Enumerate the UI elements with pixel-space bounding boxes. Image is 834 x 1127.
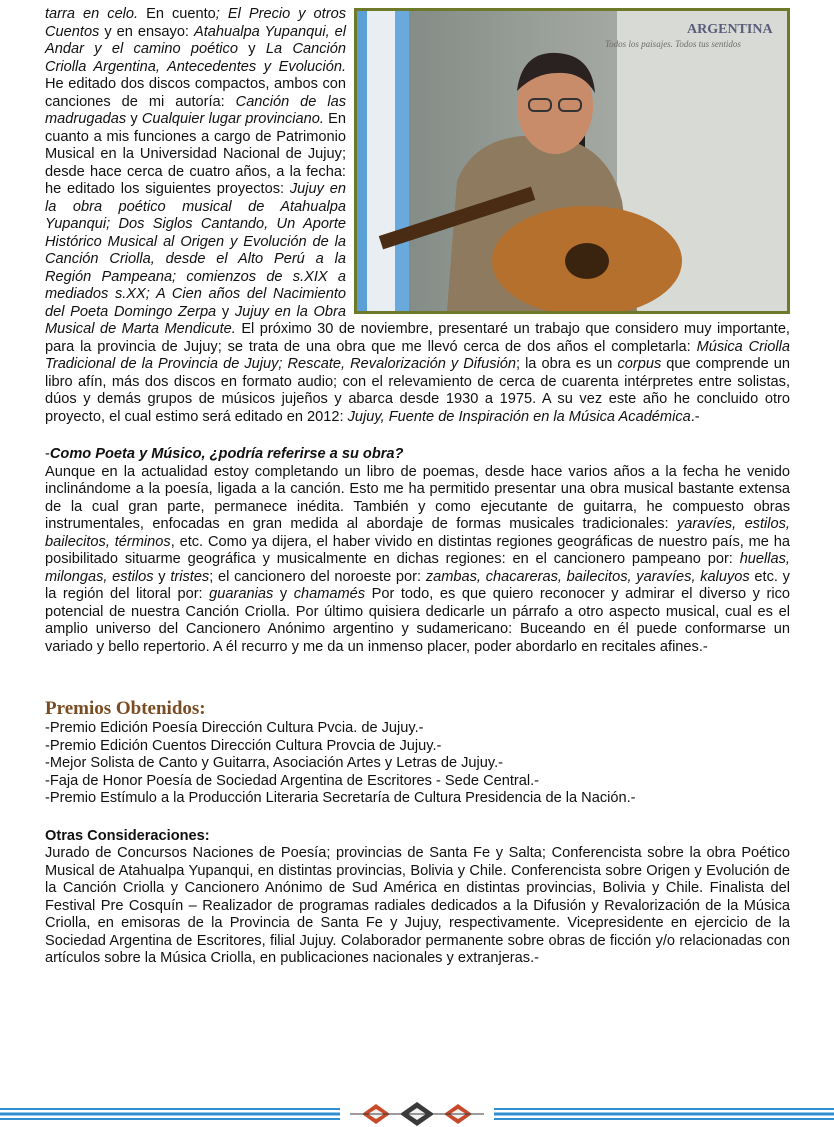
text-run: y [237, 41, 266, 57]
banner-subtext: Todos los paisajes. Todos tus sentidos [605, 39, 741, 49]
italic-run: zambas, chacareras, bailecitos, yaravíes, kaluyos [425, 568, 750, 585]
italic-run: Música Criolla Tradicional de la Provincia de Jujuy; Rescate, Revalorización y Difusión [45, 338, 791, 372]
italic-run: corpus [617, 356, 662, 372]
text-run: y [273, 586, 294, 602]
italic-run: Jujuy en la obra poético musical de Atahualpa Yupanqui; Dos Siglos Cantando, Un Aporte Histórico Musical al Origen y Evolución de la Canción Criolla, desde el Alto Perú a la Región Pampeana; comienzos de s.XIX a mediados s.XX; A Cien años del Nacimiento del Poeta Domingo Zerpa [45, 181, 346, 320]
banner-text: ARGENTINA [687, 22, 773, 37]
musician-photo [354, 8, 790, 314]
italic-run: Cualquier lugar provinciano. [141, 111, 324, 127]
italic-run: huellas, milongas, estilos [45, 551, 790, 585]
premio-item: -Mejor Solista de Canto y Guitarra, Asociación Artes y Letras de Jujuy.- [45, 755, 504, 771]
otras-paragraph: Jurado de Concursos Naciones de Poesía; provincias de Santa Fe y Salta; Conferencista sobre la obra Poético Musical de Atahualpa Yupanqui, en distintas provincias, Bolivia y Chile. Conferencista sobre Origen y Evolución de la Canción Criolla y Cancionero Anónimo de Sud América en distintas provincias, Bolivia y Chile. Finalista del Festival Pre Cosquín – Realizador de programas radiales dedicados a la Difusión y Revalorización de la Música Criolla, en emisoras de la Provincia de Santa Fe y Jujuy, respectivamente. Vicepresidente en ejercicio de la Sociedad Argentina de Escritores, filial Jujuy. Colaborador permanente sobre obras de ficción y/o relacionadas con artículos sobre la Música Criolla, en publicaciones nacionales y extranjeras.- [45, 845, 790, 966]
italic-run: guaranias [209, 586, 274, 602]
text-run: y [126, 111, 142, 127]
text-run: ; la obra es un [515, 356, 618, 372]
text-run: y [153, 568, 171, 585]
question-title: Como Poeta y Músico, ¿podría referirse a su obra? [49, 446, 404, 462]
text-run: Aunque en la actualidad estoy completando un libro de poemas, desde hace varios años a la fecha he venido inclinándome a la poesía, ligada a la canción. Esto me ha permitido presentar una obra musical bastante extensa de la cual gran parte, permanece inédita. También y como ejecutante de guitarra, he compuesto obras instrumentales, enfocadas en gran medida al abordaje de formas musicales tradicionales: [45, 463, 790, 532]
italic-run: Atahualpa Yupanqui, el Andar y el camino poético [45, 23, 346, 57]
italic-run: yaravíes, estilos, bailecitos, términos [45, 516, 790, 550]
italic-run: ; El Precio y otros Cuentos [45, 6, 346, 40]
text-run: Por todo, es que quiero reconocer y admirar el diverso y rico potencial de nuestra Canción Criolla. Por último quisiera dedicarle un párrafo a otro aspecto musical, cual es el amplio universo del Cancionero Anónimo argentino y sudamericano: Buceando en él puede conformarse un variado y bello repertorio. A él recurro y me da un inmenso placer, poder abordarlo en recitales afines.- [45, 586, 791, 655]
text-run: , etc. Como ya dijera, el haber vivido en distintas regiones geográficas de nuestro país, me ha posibilitado situarme geográfica y musicalmente en dichas regiones: en el cancionero pampeano por: [45, 533, 790, 567]
italic-run: tarra en celo. [45, 6, 139, 22]
italic-run: Canción de las madrugadas [45, 93, 346, 127]
premios-list [45, 720, 790, 808]
answer-paragraph [45, 464, 790, 657]
text-run: En cuento [138, 6, 216, 22]
text-run: y en ensayo: [99, 23, 194, 40]
text-run: etc. y la región del litoral por: [45, 568, 790, 602]
premio-item: -Faja de Honor Poesía de Sociedad Argentina de Escritores - Sede Central.- [45, 772, 540, 789]
footer-ornament [0, 1100, 834, 1127]
text-run: El próximo 30 de noviembre, presentaré un trabajo que considero muy importante, para la provincia de Jujuy; se trata de una obra que me llevó cerca de dos años el completarla: [45, 321, 790, 355]
text-run: En cuanto a mis funciones a cargo de Patrimonio Musical en la Universidad Nacional de Jujuy; desde hace cerca de cuatro años, a la fecha: he editado los siguientes proyectos: [45, 111, 347, 197]
diamond-pattern-icon [350, 1102, 484, 1126]
text-run: He editado dos discos compactos, ambos con canciones de mi autoría: [45, 76, 346, 110]
text-run: ; el cancionero del noroeste por: [209, 568, 426, 585]
document-page [45, 6, 790, 968]
question-dash: - [45, 446, 50, 462]
text-run: y [216, 303, 235, 320]
text-run: que comprende un libro afín, más dos discos en formato audio; con el relevamiento de cerca de cuarenta intérpretes entre solistas, dúos y demás grupos de músicos jujeños y abarca desde 1930 a 1975. A su vez este año he concluido otro proyecto, el cual estimo será editado en 2012: [45, 356, 790, 425]
italic-run: Jujuy en la Obra Musical de Marta Mendicute. [45, 303, 346, 337]
premio-item: -Premio Estímulo a la Producción Literaria Secretaría de Cultura Presidencia de la Nación.- [45, 790, 636, 806]
question-heading [45, 446, 790, 464]
italic-run: chamamés [293, 586, 366, 602]
text-run: .- [690, 408, 700, 425]
italic-run: La Canción Criolla Argentina, Antecedentes y Evolución. [45, 41, 346, 75]
premio-item: -Premio Edición Cuentos Dirección Cultura Provcia de Jujuy.- [45, 737, 442, 754]
italic-run: tristes [170, 568, 210, 585]
otras-heading: Otras Consideraciones: [45, 827, 210, 844]
photo-illustration [357, 11, 787, 311]
premio-item: -Premio Edición Poesía Dirección Cultura Pvcia. de Jujuy.- [45, 720, 424, 736]
italic-run: Jujuy, Fuente de Inspiración en la Música Académica [347, 408, 691, 425]
premios-heading: Premios Obtenidos: [45, 698, 206, 719]
